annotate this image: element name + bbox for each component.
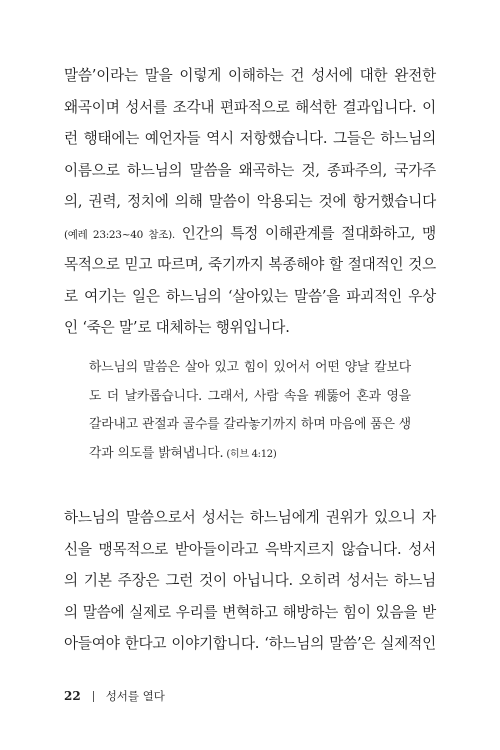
paragraph-2-line: 의 말씀에 실제로 우리를 변혁하고 해방하는 힘이 있음을 받	[64, 603, 436, 621]
paragraph-2-line: 하느님의 말씀으로서 성서는 하느님에게 권위가 있으니 자	[64, 509, 436, 526]
paragraph-1-line: 목적으로 믿고 따르며, 죽기까지 복종해야 할 절대적인 것으	[64, 256, 436, 273]
paragraph-1-line: 의, 권력, 정치에 의해 말씀이 악용되는 것에 항거했습니다	[64, 193, 436, 210]
paragraph-1-line: 런 행태에는 예언자들 역시 저항했습니다. 그들은 하느님의	[64, 130, 436, 147]
quote-line-last	[89, 440, 411, 469]
book-title: 성서를 열다	[105, 689, 165, 703]
quote-line: 도 더 날카롭습니다. 그래서, 사람 속을 꿰뚫어 혼과 영을	[89, 388, 411, 404]
paragraph-1-line-rest: 인간의 특정 이해관계를 절대화하고, 맹	[174, 224, 436, 242]
quote-line: 하느님의 말씀은 살아 있고 힘이 있어서 어떤 양날 칼보다	[89, 360, 411, 375]
page-number: 22	[64, 689, 81, 703]
quote-reference: (히브 4:12)	[223, 448, 277, 460]
footer-divider	[93, 691, 94, 702]
block-quote	[89, 354, 411, 468]
paragraph-1-line: 이름으로 하느님의 말씀을 왜곡하는 것, 종파주의, 국가주	[64, 161, 436, 179]
paragraph-2	[64, 502, 436, 660]
paragraph-2-line: 신을 맹목적으로 받아들이라고 윽박지르지 않습니다. 성서	[64, 540, 436, 558]
paragraph-2-line: 아들여야 한다고 이야기합니다. ‘하느님의 말씀’은 실제적인	[64, 635, 436, 652]
quote-last-text: 각과 의도를 밝혀냅니다.	[89, 445, 224, 461]
paragraph-1-line: 로 여기는 일은 하느님의 ‘살아있는 말씀’을 파괴적인 우상	[64, 287, 436, 305]
paragraph-1-line: 말씀’이라는 말을 이렇게 이해하는 건 성서에 대한 완전한	[64, 67, 436, 84]
paragraph-1-line: 왜곡이며 성서를 조각내 편파적으로 해석한 결과입니다. 이	[64, 98, 436, 116]
paragraph-1	[64, 60, 436, 344]
paragraph-1-line-with-reference	[64, 218, 436, 250]
page-footer	[64, 686, 165, 706]
paragraph-2-line: 의 기본 주장은 그런 것이 아닙니다. 오히려 성서는 하느님	[64, 572, 436, 589]
scripture-reference: (예레 23:23~40 참조).	[64, 228, 175, 241]
paragraph-1-line-last: 인 ‘죽은 말’로 대체하는 행위입니다.	[64, 319, 290, 336]
quote-line: 갈라내고 관절과 골수를 갈라놓기까지 하며 마음에 품은 생	[89, 417, 412, 432]
